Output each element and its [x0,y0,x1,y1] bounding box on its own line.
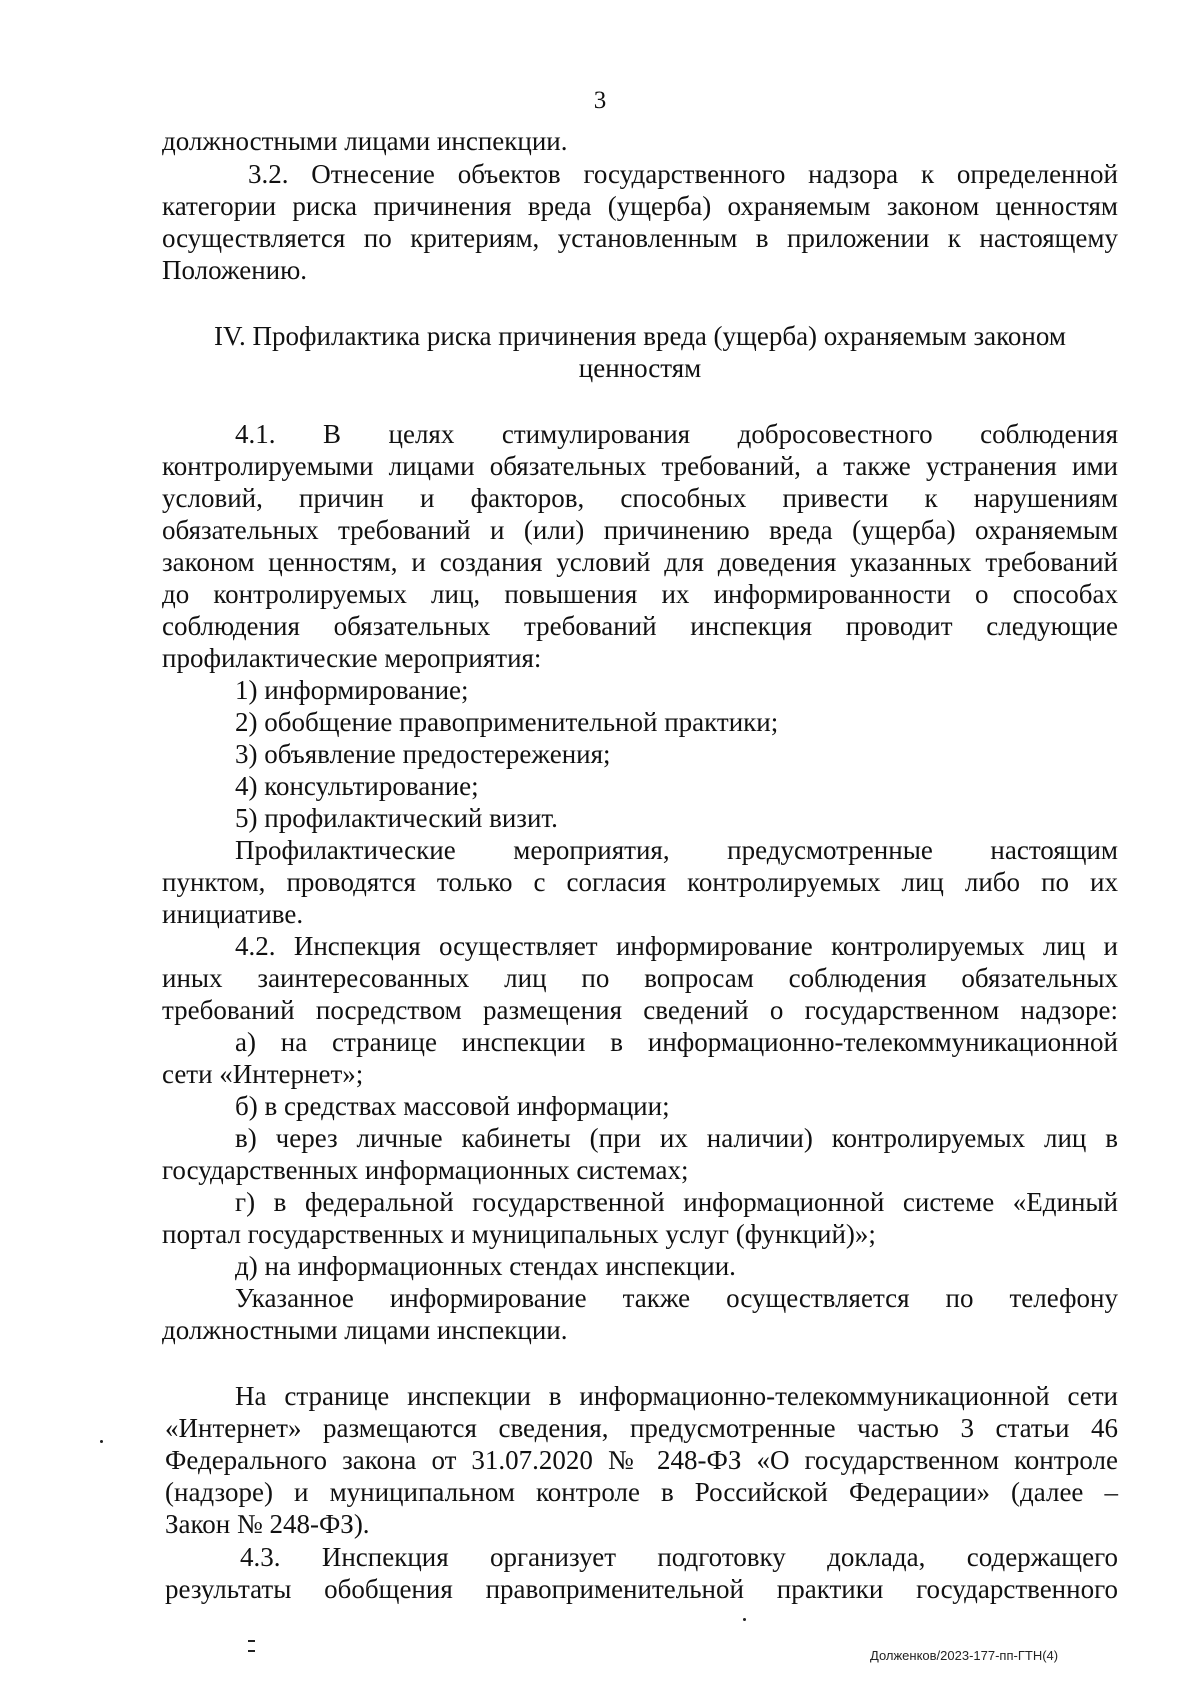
text-line: законом ценностям, и создания условий для доведения указанных требований [162,547,1118,577]
text-line: Закон № 248-ФЗ). [165,1509,370,1539]
text-line: портал государственных и муниципальных услуг (функций)»; [162,1219,876,1249]
section-heading: ценностям [578,353,702,383]
list-item: 2) обобщение правоприменительной практики; [235,707,779,737]
list-item: 4) консультирование; [235,771,479,801]
list-item: 3) объявление предостережения; [235,739,611,769]
text-line: профилактические мероприятия: [162,643,542,673]
text-line: осуществляется по критериям, установленным в приложении к настоящему [162,223,1118,253]
text-line: 4.3. Инспекция организует подготовку доклада, содержащего [240,1542,1118,1572]
list-item: г) в федеральной государственной информационной системе «Единый [235,1187,1118,1217]
text-line: до контролируемых лиц, повышения их информированности о способах [162,579,1118,609]
text-line: государственных информационных системах; [162,1155,689,1185]
text-line: Профилактические мероприятия, предусмотренные настоящим [235,835,1118,865]
text-line: контролируемыми лицами обязательных требований, а также устранения ими [162,451,1118,481]
text-line: Положению. [162,255,308,285]
text-line: Указанное информирование также осуществляется по телефону [235,1283,1118,1313]
text-line: 3.2. Отнесение объектов государственного надзора к определенной [248,159,1118,189]
list-item: д) на информационных стендах инспекции. [235,1251,736,1281]
scan-dot [100,1440,103,1443]
text-line: 4.2. Инспекция осуществляет информирование контролируемых лиц и [235,931,1118,961]
scan-mark [248,1650,255,1652]
list-item: в) через личные кабинеты (при их наличии) контролируемых лиц в [235,1123,1118,1153]
text-line: инициативе. [162,899,304,929]
text-line: сети «Интернет»; [162,1059,364,1089]
text-line: должностными лицами инспекции. [162,126,568,156]
page-number: 3 [593,87,607,114]
text-line: соблюдения обязательных требований инспекция проводит следующие [162,611,1118,641]
text-line: условий, причин и факторов, способных привести к нарушениям [162,483,1118,513]
text-line: «Интернет» размещаются сведения, предусмотренные частью 3 статьи 46 [165,1413,1118,1443]
list-item: 5) профилактический визит. [235,803,558,833]
section-heading: IV. Профилактика риска причинения вреда (ущерба) охраняемым законом [214,321,1066,351]
text-line: категории риска причинения вреда (ущерба) охраняемым законом ценностям [162,191,1118,221]
text-line: (надзоре) и муниципальном контроле в Российской Федерации» (далее – [165,1477,1118,1507]
text-line: На странице инспекции в информационно-телекоммуникационной сети [235,1381,1118,1411]
scan-dot [743,1618,746,1621]
text-line: иных заинтересованных лиц по вопросам соблюдения обязательных [162,963,1118,993]
text-line: Федерального закона от 31.07.2020 № 248-ФЗ «О государственном контроле [165,1445,1118,1475]
list-item: б) в средствах массовой информации; [235,1091,670,1121]
text-line: 4.1. В целях стимулирования добросовестного соблюдения [235,419,1118,449]
text-line: требований посредством размещения сведений о государственном надзоре: [162,995,1118,1025]
text-line: пунктом, проводятся только с согласия контролируемых лиц либо по их [162,867,1118,897]
scan-mark [248,1640,255,1642]
list-item: а) на странице инспекции в информационно-телекоммуникационной [235,1027,1118,1057]
list-item: 1) информирование; [235,675,469,705]
footer-reference: Долженков/2023-177-пп-ГТН(4) [870,1648,1059,1663]
text-line: должностными лицами инспекции. [162,1315,568,1345]
text-line: результаты обобщения правоприменительной практики государственного [165,1574,1118,1604]
text-line: обязательных требований и (или) причинению вреда (ущерба) охраняемым [162,515,1118,545]
